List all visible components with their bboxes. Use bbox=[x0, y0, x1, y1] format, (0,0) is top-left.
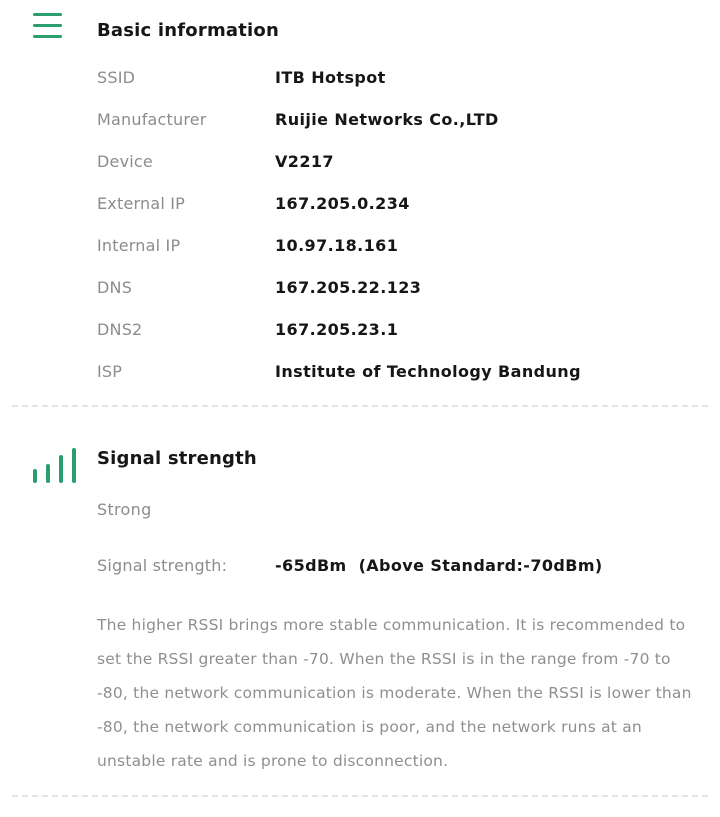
info-label: DNS bbox=[97, 277, 133, 297]
basic-information-title: Basic information bbox=[97, 20, 280, 41]
signal-strength-value: -65dBm (Above Standard:-70dBm) bbox=[275, 555, 603, 575]
rssi-description-text: The higher RSSI brings more stable communication. It is recommended to set the RSSI greater than -70. When the RSSI is in the range from -70 to -80, the network communication is moderate. When the RSSI is lower than -80, the network communication is poor, and the network runs at an unstable rate and is prone to disconnection. bbox=[97, 616, 692, 770]
info-value: 167.205.22.123 bbox=[275, 277, 422, 297]
info-label: External IP bbox=[97, 193, 186, 213]
info-row-manufacturer bbox=[97, 98, 720, 140]
info-value: V2217 bbox=[275, 151, 334, 171]
info-label: Device bbox=[97, 151, 153, 171]
signal-strength-label: Signal strength: bbox=[97, 555, 228, 575]
info-value: 10.97.18.161 bbox=[275, 235, 399, 255]
info-label: DNS2 bbox=[97, 319, 143, 339]
signal-strength-title: Signal strength bbox=[97, 448, 257, 469]
info-value: ITB Hotspot bbox=[275, 67, 386, 87]
signal-strength-header bbox=[0, 407, 720, 469]
info-row-dns bbox=[97, 266, 720, 308]
basic-information-header bbox=[0, 0, 720, 41]
info-row-internal-ip bbox=[97, 224, 720, 266]
basic-information-rows bbox=[97, 56, 720, 392]
signal-bars-icon bbox=[33, 447, 76, 483]
info-label: Manufacturer bbox=[97, 109, 207, 129]
info-row-device bbox=[97, 140, 720, 182]
info-value: Ruijie Networks Co.,LTD bbox=[275, 109, 499, 129]
signal-status-text: Strong bbox=[97, 500, 152, 519]
info-value: 167.205.0.234 bbox=[275, 193, 410, 213]
info-label: Internal IP bbox=[97, 235, 181, 255]
section-divider bbox=[12, 795, 708, 797]
signal-strength-row bbox=[97, 544, 720, 586]
info-label: SSID bbox=[97, 67, 136, 87]
three-lines-list-icon bbox=[33, 13, 62, 46]
info-label: ISP bbox=[97, 361, 123, 381]
info-value: Institute of Technology Bandung bbox=[275, 361, 581, 381]
info-row-isp bbox=[97, 350, 720, 392]
info-row-dns2 bbox=[97, 308, 720, 350]
info-value: 167.205.23.1 bbox=[275, 319, 399, 339]
info-row-ssid bbox=[97, 56, 720, 98]
info-row-external-ip bbox=[97, 182, 720, 224]
signal-strength-section bbox=[0, 407, 720, 778]
basic-information-section bbox=[0, 0, 720, 392]
